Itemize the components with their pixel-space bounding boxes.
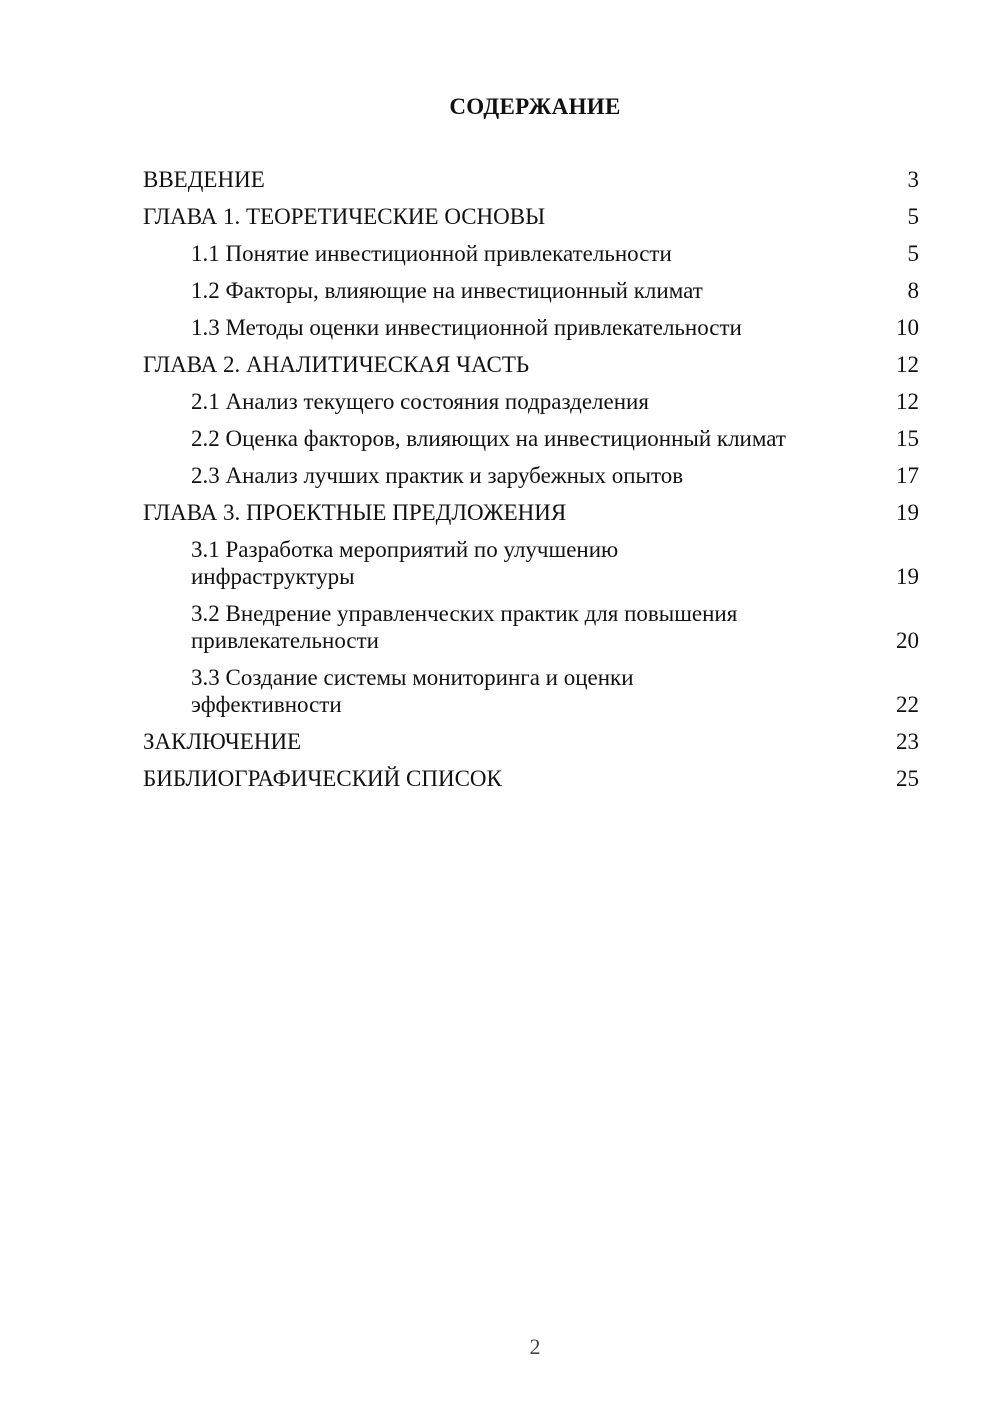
toc-entry-chapter-3[interactable] — [143, 499, 919, 526]
toc-entry-section-3-3[interactable] — [143, 664, 919, 718]
toc-entry-page: 12 — [896, 389, 919, 414]
toc-entry-page: 15 — [896, 426, 919, 451]
toc-entry-page: 5 — [907, 241, 919, 266]
toc-entry-chapter-2[interactable] — [143, 351, 919, 378]
toc-entry-page: 22 — [896, 692, 919, 717]
toc-entry-section-3-1[interactable] — [143, 536, 919, 590]
toc-entry-label: БИБЛИОГРАФИЧЕСКИЙ СПИСОК — [143, 766, 502, 791]
toc-entry-chapter-1[interactable] — [143, 203, 919, 230]
toc-entry-label: 3.2 Внедрение управленческих практик для повышения привлекательности — [191, 601, 738, 653]
toc-entry-label: ГЛАВА 1. ТЕОРЕТИЧЕСКИЕ ОСНОВЫ — [143, 204, 546, 229]
toc-entry-label: ГЛАВА 2. АНАЛИТИЧЕСКАЯ ЧАСТЬ — [143, 352, 530, 377]
toc-entry-page: 3 — [907, 167, 919, 192]
toc-entry-page: 19 — [896, 564, 919, 589]
toc-entry-page: 8 — [907, 278, 919, 303]
toc-entry-label: 2.1 Анализ текущего состояния подразделения — [191, 389, 649, 414]
toc-entry-label: ГЛАВА 3. ПРОЕКТНЫЕ ПРЕДЛОЖЕНИЯ — [143, 500, 567, 525]
toc-entry-page: 5 — [907, 204, 919, 229]
toc-entry-label: 1.2 Факторы, влияющие на инвестиционный климат — [191, 278, 703, 303]
toc-entry-introduction[interactable] — [143, 166, 919, 193]
toc-entry-label: 3.1 Разработка мероприятий по улучшению инфраструктуры — [191, 537, 619, 589]
toc-entry-label: ВВЕДЕНИЕ — [143, 167, 265, 192]
toc-entry-label: ЗАКЛЮЧЕНИЕ — [143, 729, 302, 754]
toc-entry-page: 17 — [896, 463, 919, 488]
toc-entry-label: 1.1 Понятие инвестиционной привлекательности — [191, 241, 672, 266]
toc-entry-page: 25 — [896, 766, 919, 791]
toc-entry-section-2-2[interactable] — [143, 425, 919, 452]
toc-entry-label: 2.2 Оценка факторов, влияющих на инвестиционный климат — [191, 426, 786, 451]
toc-entry-page: 10 — [896, 315, 919, 340]
toc-entry-page: 19 — [896, 500, 919, 525]
toc-entry-label: 2.3 Анализ лучших практик и зарубежных опытов — [191, 463, 684, 488]
toc-entry-page: 20 — [896, 628, 919, 653]
toc-entry-label: 3.3 Создание системы мониторинга и оценки эффективности — [191, 665, 634, 717]
toc-entry-section-2-3[interactable] — [143, 462, 919, 489]
table-of-contents — [143, 166, 919, 802]
toc-entry-conclusion[interactable] — [143, 728, 919, 755]
toc-entry-bibliography[interactable] — [143, 765, 919, 792]
toc-entry-section-1-2[interactable] — [143, 277, 919, 304]
page-title: СОДЕРЖАНИЕ — [449, 94, 621, 119]
toc-entry-section-2-1[interactable] — [143, 388, 919, 415]
toc-entry-label: 1.3 Методы оценки инвестиционной привлекательности — [191, 315, 742, 340]
page-number: 2 — [529, 1334, 541, 1359]
toc-entry-section-1-1[interactable] — [143, 240, 919, 267]
toc-entry-section-3-2[interactable] — [143, 600, 919, 654]
toc-entry-page: 12 — [896, 352, 919, 377]
toc-entry-page: 23 — [896, 729, 919, 754]
toc-entry-section-1-3[interactable] — [143, 314, 919, 341]
